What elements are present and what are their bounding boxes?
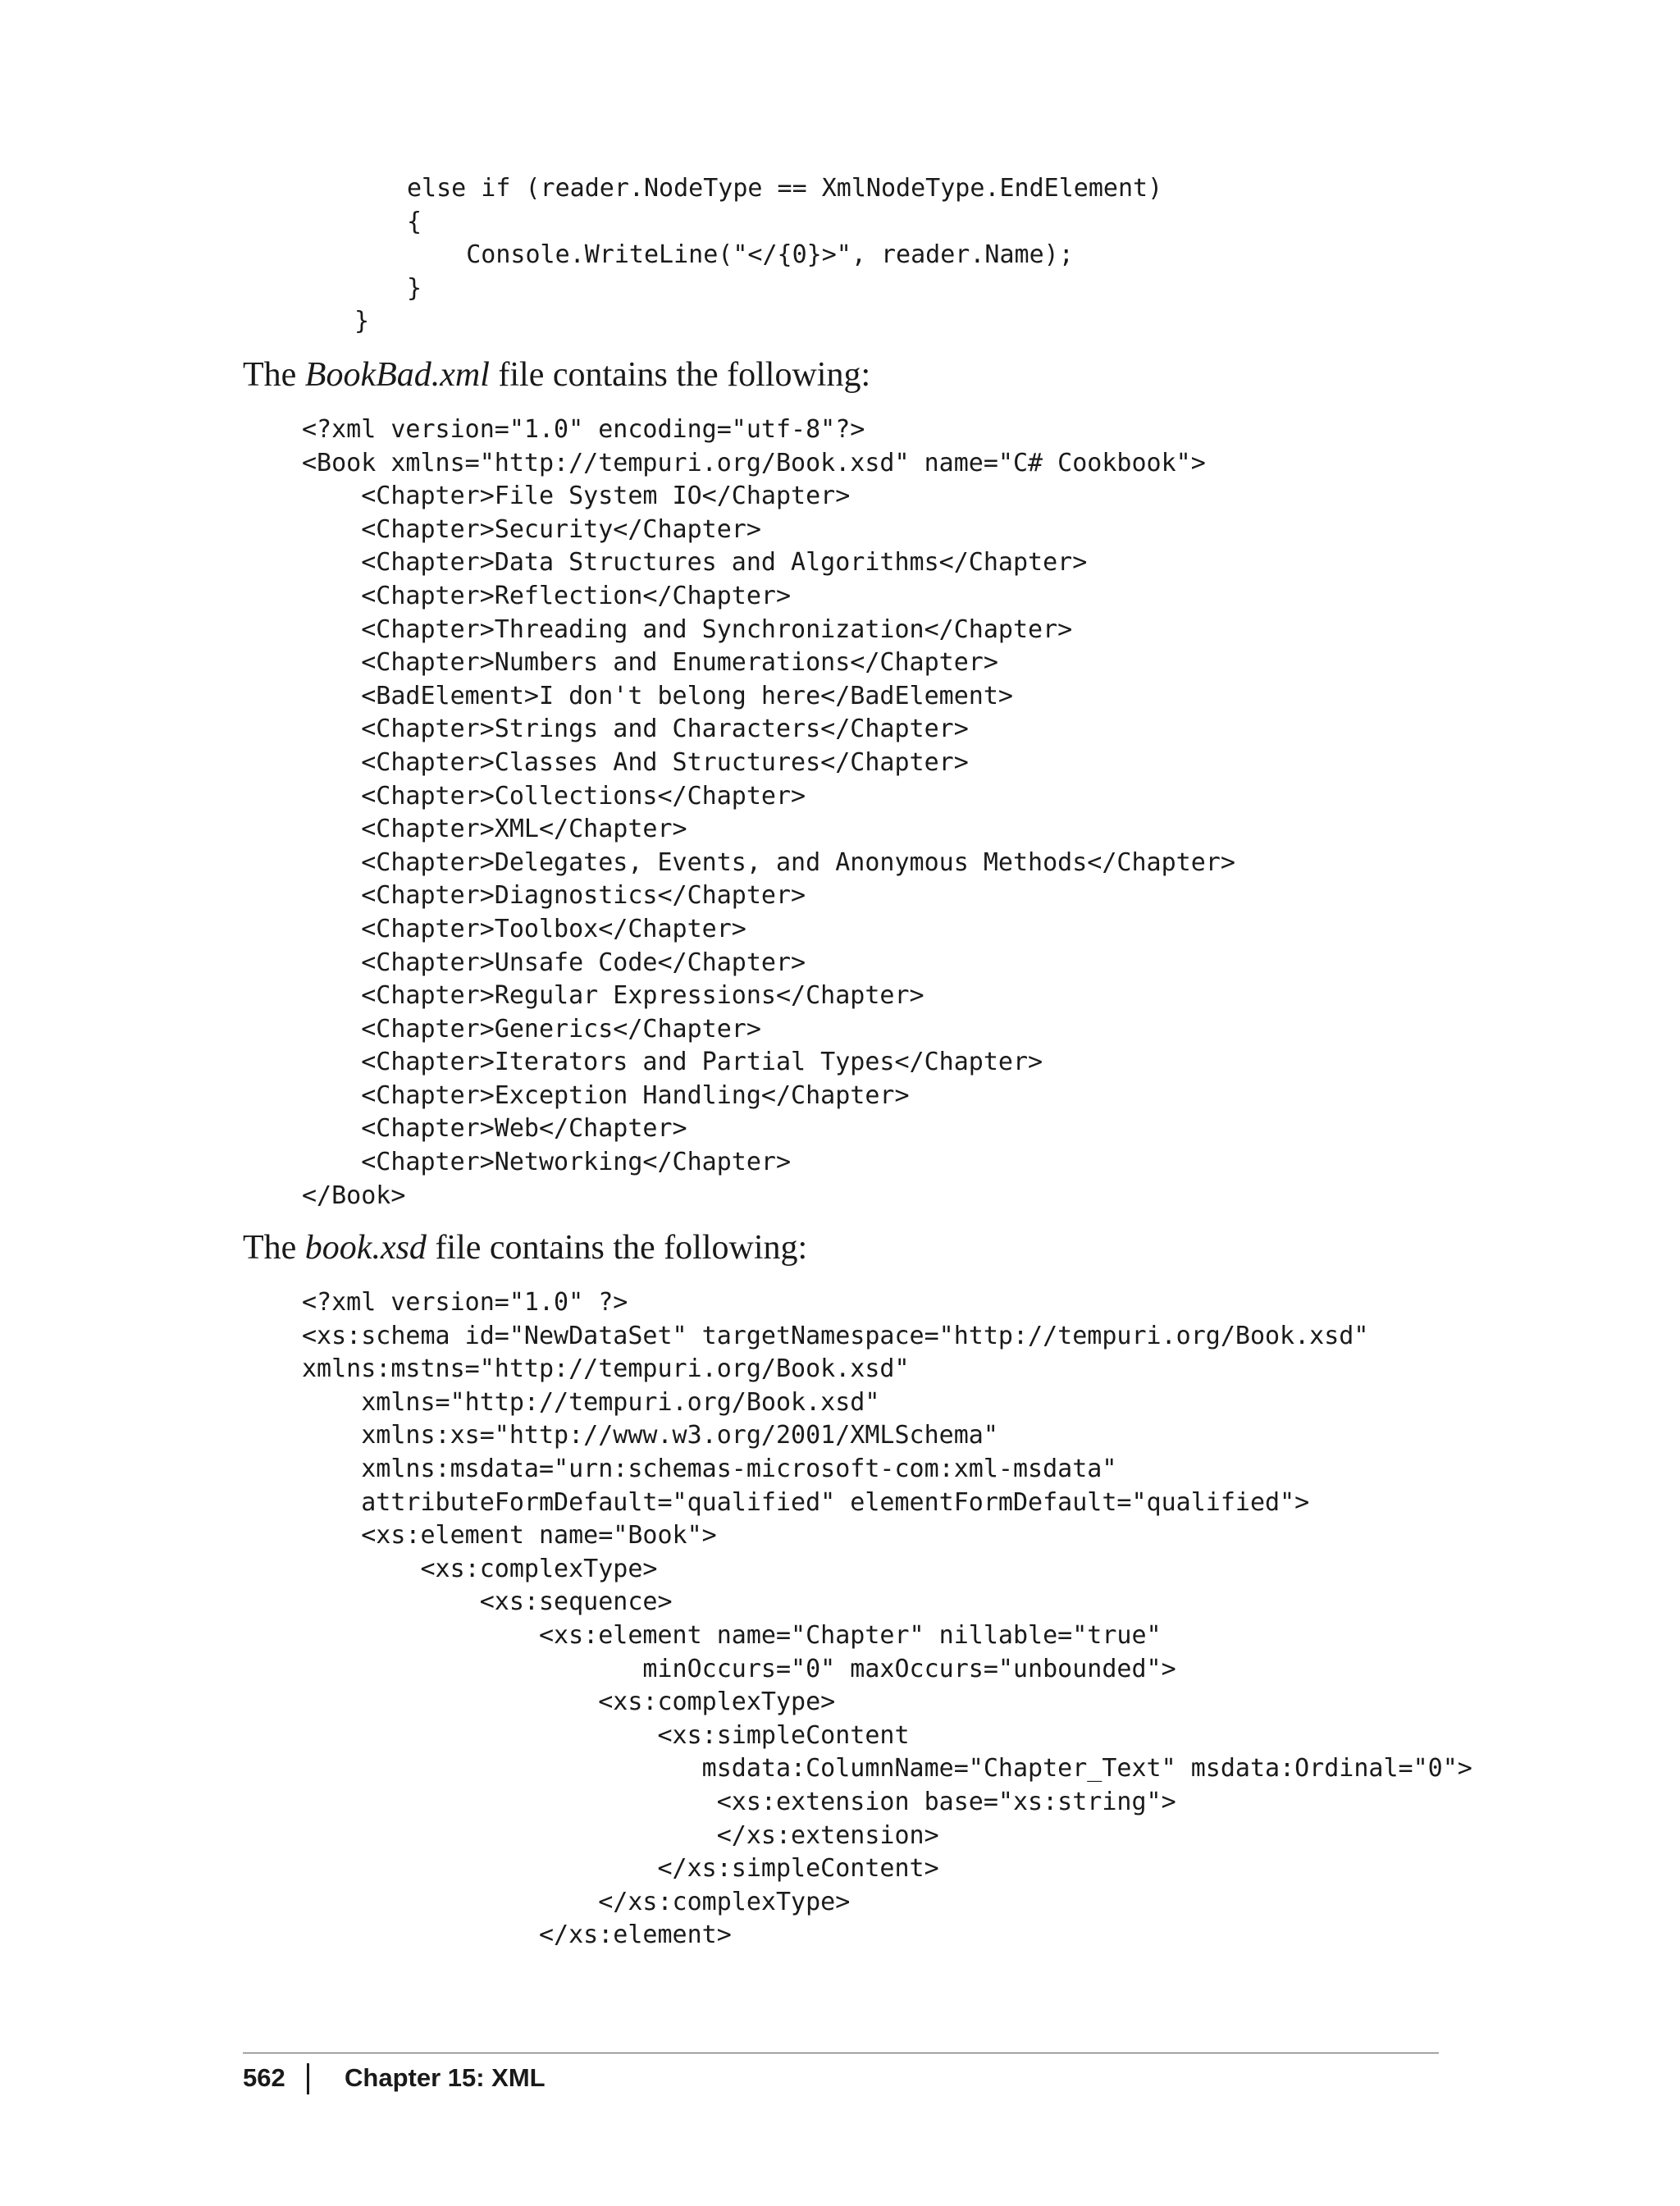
code-line: { [407,207,422,236]
code-line: <xs:element name="Book"> [302,1521,717,1551]
code-line: <xs:complexType> [302,1554,658,1583]
code-line: <Chapter>Toolbox</Chapter> [302,914,746,943]
code-line: <Chapter>Generics</Chapter> [302,1014,761,1044]
code-line: <Chapter>Iterators and Partial Types</Chapter> [302,1048,1043,1077]
code-line: <xs:complexType> [302,1688,836,1717]
running-footer-chapter: Chapter 15: XML [345,2063,546,2092]
paragraph-text: The [243,356,305,394]
paragraph-bookbad-intro [243,354,870,395]
code-line: Console.WriteLine("</{0}>", reader.Name); [407,240,1074,270]
footer-separator [307,2063,309,2094]
code-line: } [354,307,370,336]
code-line: <Chapter>Reflection</Chapter> [302,581,792,610]
paragraph-text: The [243,1229,305,1267]
paragraph-text: file contains the following: [489,356,871,394]
code-line: xmlns:msdata="urn:schemas-microsoft-com:xml-msdata" [302,1454,1117,1483]
code-line: <Chapter>Diagnostics</Chapter> [302,881,806,911]
paragraph-bookxsd-intro [243,1227,807,1268]
code-line: <Chapter>Strings and Characters</Chapter> [302,715,969,744]
code-line: <xs:schema id="NewDataSet" targetNamespace="http://tempuri.org/Book.xsd" [302,1321,1369,1350]
code-line: <Chapter>Exception Handling</Chapter> [302,1080,910,1110]
code-line: <?xml version="1.0" ?> [302,1288,628,1317]
code-line: <?xml version="1.0" encoding="utf-8"?> [302,415,865,444]
code-line: minOccurs="0" maxOccurs="unbounded"> [302,1654,1176,1683]
filename: BookBad.xml [304,356,490,394]
code-line: <Chapter>Classes And Structures</Chapter> [302,747,969,777]
code-line: attributeFormDefault="qualified" elementFormDefault="qualified"> [302,1487,1310,1517]
code-line: </xs:element> [302,1921,732,1950]
code-line: } [407,273,422,303]
code-line: <Chapter>Security</Chapter> [302,514,761,544]
code-line: <xs:simpleContent [302,1720,910,1750]
code-line: xmlns="http://tempuri.org/Book.xsd" [302,1387,880,1417]
code-line: <Chapter>Data Structures and Algorithms</Chapter> [302,548,1088,578]
code-line: <Chapter>Collections</Chapter> [302,781,806,811]
code-block-book-xsd [302,1286,1472,1953]
code-line: <Chapter>XML</Chapter> [302,815,687,844]
code-line: <Chapter>Delegates, Events, and Anonymous Methods</Chapter> [302,847,1235,877]
code-line: <xs:element name="Chapter" nillable="true" [302,1620,1162,1650]
filename: book.xsd [304,1229,427,1267]
paragraph-text: file contains the following: [426,1229,808,1267]
code-line: <BadElement>I don't belong here</BadElement> [302,681,1013,710]
code-line: <Chapter>Numbers and Enumerations</Chapter> [302,648,998,678]
code-line: <Chapter>File System IO</Chapter> [302,482,851,511]
code-line: </xs:extension> [302,1820,939,1850]
code-line: msdata:ColumnName="Chapter_Text" msdata:Ordinal="0"> [302,1754,1472,1784]
code-line: <Book xmlns="http://tempuri.org/Book.xsd" name="C# Cookbook"> [302,448,1206,477]
code-line: <Chapter>Regular Expressions</Chapter> [302,981,924,1011]
page-number: 562 [243,2063,285,2092]
code-line: xmlns:xs="http://www.w3.org/2001/XMLSchema" [302,1421,998,1450]
code-line: <Chapter>Unsafe Code</Chapter> [302,948,806,977]
code-line: <Chapter>Threading and Synchronization</Chapter> [302,614,1073,644]
code-line: <xs:sequence> [302,1587,673,1617]
code-line: </xs:complexType> [302,1887,851,1916]
code-line: <xs:extension base="xs:string"> [302,1787,1176,1816]
code-line: <Chapter>Networking</Chapter> [302,1148,792,1177]
code-line: </xs:simpleContent> [302,1854,939,1884]
code-line: xmlns:mstns="http://tempuri.org/Book.xsd" [302,1354,910,1384]
code-block-bookbad-xml [302,413,1235,1213]
code-block-reader-loop [354,172,1163,339]
code-line: </Book> [302,1181,406,1210]
code-line: <Chapter>Web</Chapter> [302,1114,687,1144]
code-line: else if (reader.NodeType == XmlNodeType.EndElement) [407,174,1163,203]
